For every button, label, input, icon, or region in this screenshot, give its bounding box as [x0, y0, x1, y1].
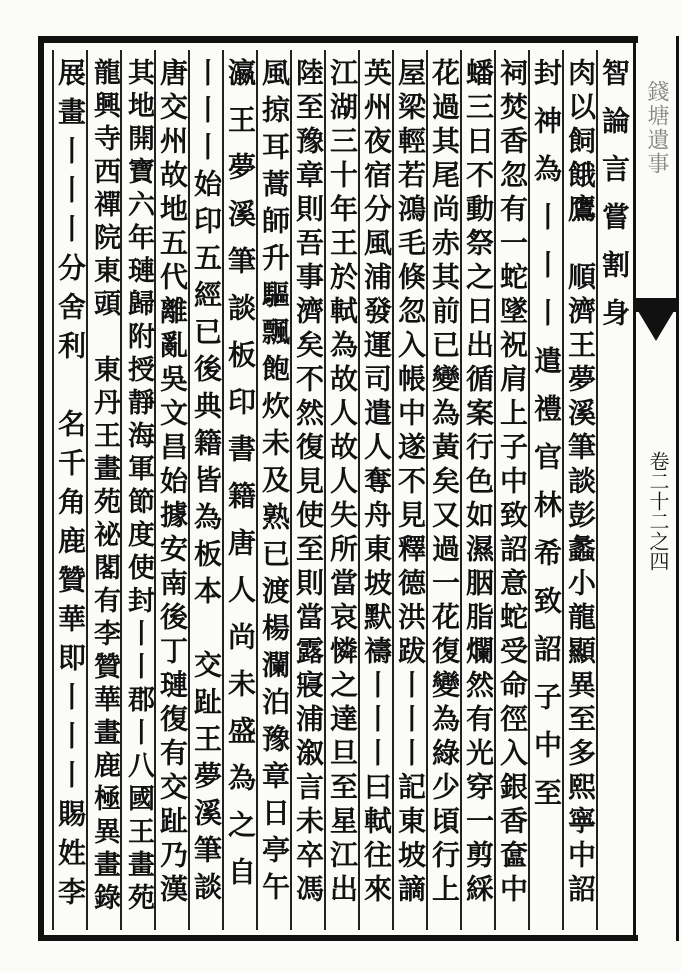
text-column [290, 50, 324, 930]
column-text: 封神為丨丨丨遣禮官林希致詔子中至 [530, 58, 563, 826]
fishtail-mark [638, 311, 674, 341]
fore-edge [633, 36, 681, 941]
column-text: 花過其尾尚赤其前已變為黃矣又過一花復變為綠少頃行上 [428, 58, 461, 908]
text-column [154, 50, 188, 930]
text-column [562, 50, 596, 930]
text-column [426, 50, 460, 930]
text-column [324, 50, 358, 930]
column-text: 肉以飼餓鷹 順濟王夢溪筆談彭蠡小龍顯異至多熙寧中詔 [564, 58, 597, 908]
text-column [528, 50, 562, 930]
fore-edge-line [633, 36, 636, 941]
column-text: 屋梁輕若鴻毛倏忽入帳中遂不見釋德洪跋丨丨丨記東坡謫 [394, 58, 427, 908]
text-column [256, 50, 290, 930]
column-text: 蟠三日不動祭之日出循案行色如濕胭脂爛然有光穿一剪綵 [462, 58, 495, 908]
column-text: 智論言嘗割身 [598, 58, 631, 346]
running-title: 錢塘遺事 [644, 80, 669, 176]
column-text: 瀛王夢溪筆談板印書籍唐人尚未盛為之自 [224, 58, 257, 904]
column-text: 丨丨丨始印五經已後典籍皆為板本 交趾王夢溪筆談 [190, 58, 223, 909]
text-column [358, 50, 392, 930]
text-column [52, 50, 86, 930]
text-column [222, 50, 256, 930]
fore-edge-line [676, 36, 679, 941]
text-column [86, 50, 120, 930]
column-text: 其地開寶六年璉歸附授靜海軍節度使封丨丨郡丨八國王畫苑 [123, 58, 154, 916]
column-text: 展畫丨丨丨分舍利 名千角鹿贊華即丨丨丨賜姓李 [54, 58, 87, 916]
volume-label: 卷二十二之四 [646, 451, 670, 571]
column-text: 英州夜宿分風浦發運司遣人奪舟東坡默禱丨丨丨曰軾往來 [360, 58, 393, 908]
text-column [120, 50, 154, 930]
text-column [494, 50, 528, 930]
column-text: 祠焚香忽有一蛇墜祝肩上子中致詔意蛇受命徑入銀香奩中 [496, 58, 529, 908]
column-text: 龍興寺西禪院東頭 東丹王畫苑祕閣有李贊華畫鹿極異畫錄 [89, 58, 120, 916]
column-text: 陸至豫章則吾事濟矣不然復見使至則當露寢浦溆言未卒馮 [292, 58, 325, 908]
text-column [188, 50, 222, 930]
text-column [596, 50, 630, 930]
text-column [392, 50, 426, 930]
text-column [460, 50, 494, 930]
column-text: 風掠耳蒿師升驅飄飽炊未及熟已渡楊瀾泊豫章日亭午 [258, 58, 291, 909]
column-text: 江湖三十年王於軾為故人故人失所當哀憐之達旦至星江出 [326, 58, 359, 908]
column-text: 唐交州故地五代離亂吳文昌始據安南後丁璉復有交趾乃漢 [156, 58, 189, 908]
fishtail-mark [636, 298, 676, 312]
